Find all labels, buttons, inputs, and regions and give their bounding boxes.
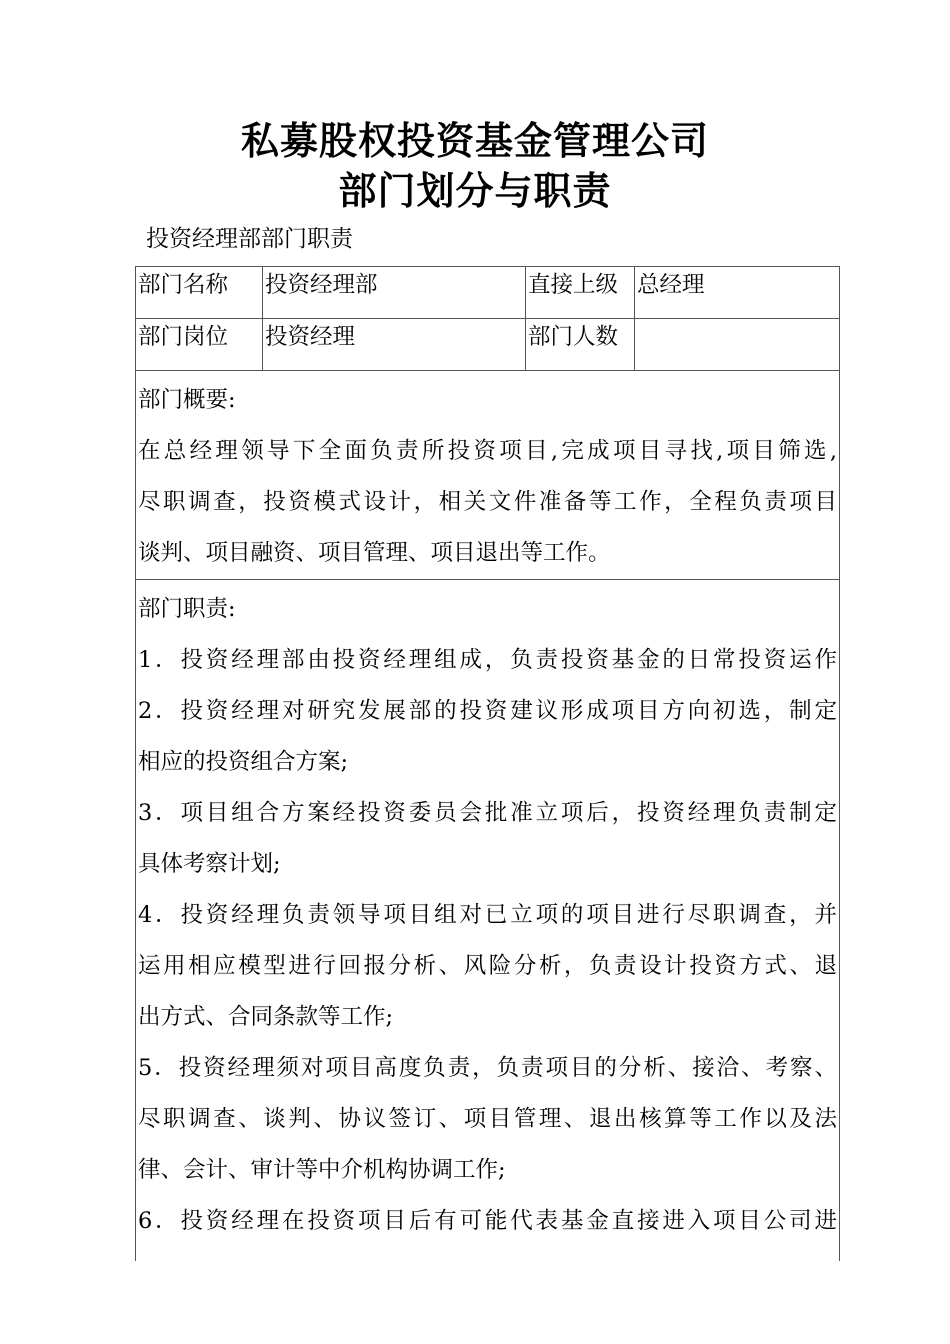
table-row xyxy=(136,580,840,1262)
duty-line: 3．项目组合方案经投资委员会批准立项后，投资经理负责制定 xyxy=(138,800,837,826)
position-label: 部门岗位 xyxy=(136,319,263,371)
duty-line: 1．投资经理部由投资经理组成，负责投资基金的日常投资运作 xyxy=(138,647,837,673)
duty-line: 出方式、合同条款等工作; xyxy=(138,1004,394,1030)
overview-line: 谈判、项目融资、项目管理、项目退出等工作。 xyxy=(138,540,611,566)
duty-line: 尽职调查、谈判、协议签订、项目管理、退出核算等工作以及法 xyxy=(138,1106,837,1132)
superior-label: 直接上级 xyxy=(526,267,635,319)
overview-line: 尽职调查，投资模式设计，相关文件准备等工作，全程负责项目 xyxy=(138,489,837,515)
table-row xyxy=(136,267,840,319)
dept-name-label: 部门名称 xyxy=(136,267,263,319)
duty-line: 律、会计、审计等中介机构协调工作; xyxy=(138,1157,506,1183)
duty-line: 4．投资经理负责领导项目组对已立项的项目进行尽职调查，并 xyxy=(138,902,837,928)
headcount-value xyxy=(635,319,840,371)
duty-line: 具体考察计划; xyxy=(138,851,281,877)
table-row xyxy=(136,319,840,371)
dept-name-value: 投资经理部 xyxy=(263,267,526,319)
department-duties-table xyxy=(135,266,840,1261)
duty-line: 运用相应模型进行回报分析、风险分析，负责设计投资方式、退 xyxy=(138,953,837,979)
headcount-label: 部门人数 xyxy=(526,319,635,371)
duty-line: 2．投资经理对研究发展部的投资建议形成项目方向初选，制定 xyxy=(138,698,837,724)
table-row xyxy=(136,371,840,580)
overview-line: 在总经理领导下全面负责所投资项目,完成项目寻找,项目筛选, xyxy=(138,438,837,464)
document-subtitle: 部门划分与职责 xyxy=(338,168,612,213)
overview-cell xyxy=(136,371,840,580)
duty-line: 6．投资经理在投资项目后有可能代表基金直接进入项目公司进 xyxy=(138,1208,837,1234)
document-title: 私募股权投资基金管理公司 xyxy=(240,118,709,163)
duty-line: 5．投资经理须对项目高度负责，负责项目的分析、接洽、考察、 xyxy=(138,1055,837,1081)
section-title: 投资经理部部门职责 xyxy=(146,226,353,252)
superior-value: 总经理 xyxy=(635,267,840,319)
overview-label: 部门概要: xyxy=(138,387,236,413)
duties-cell xyxy=(136,580,840,1262)
duties-label: 部门职责: xyxy=(138,596,236,622)
position-value: 投资经理 xyxy=(263,319,526,371)
duty-line: 相应的投资组合方案; xyxy=(138,749,349,775)
